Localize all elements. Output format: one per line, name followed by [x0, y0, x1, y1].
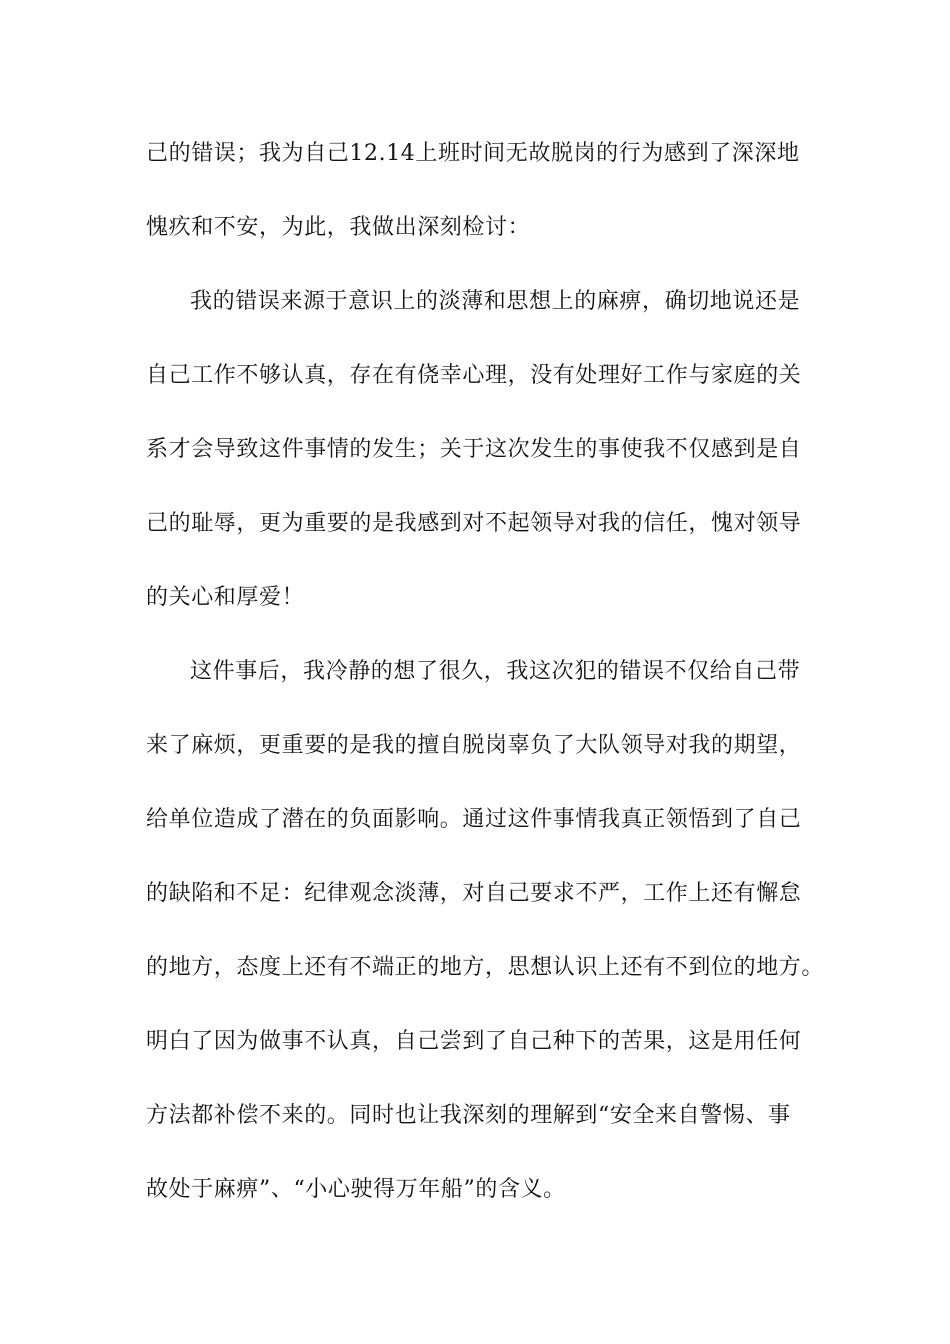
text-line: 己的错误；我为自己12.14上班时间无故脱岗的行为感到了深深地 — [146, 141, 800, 166]
text-line: 己的耻辱，更为重要的是我感到对不起领导对我的信任，愧对领导 — [146, 511, 802, 536]
paragraph-start-line: 这件事后，我冷静的想了很久，我这次犯的错误不仅给自己带 — [190, 659, 801, 684]
text-line: 给单位造成了潜在的负面影响。通过这件事情我真正领悟到了自己 — [146, 807, 802, 832]
text-line: 方法都补偿不来的。同时也让我深刻的理解到“安全来自警惕、事 — [146, 1103, 791, 1128]
text-line: 系才会导致这件事情的发生；关于这次发生的事使我不仅感到是自 — [146, 437, 802, 462]
text-line: 的地方，态度上还有不端正的地方，思想认识上还有不到位的地方。 — [146, 955, 825, 980]
text-line: 的缺陷和不足：纪律观念淡薄，对自己要求不严，工作上还有懈怠 — [146, 881, 802, 906]
paragraph-start-line: 我的错误来源于意识上的淡薄和思想上的麻痹，确切地说还是 — [190, 289, 801, 314]
text-line: 来了麻烦，更重要的是我的擅自脱岗辜负了大队领导对我的期望， — [146, 733, 802, 758]
text-line: 的关心和厚爱！ — [146, 585, 305, 610]
text-line: 故处于麻痹”、“小心驶得万年船”的含义。 — [146, 1177, 566, 1202]
text-line: 自己工作不够认真，存在有侥幸心理，没有处理好工作与家庭的关 — [146, 363, 802, 388]
text-line: 愧疚和不安，为此，我做出深刻检讨： — [146, 215, 531, 240]
text-line: 明白了因为做事不认真，自己尝到了自己种下的苦果，这是用任何 — [146, 1029, 802, 1054]
